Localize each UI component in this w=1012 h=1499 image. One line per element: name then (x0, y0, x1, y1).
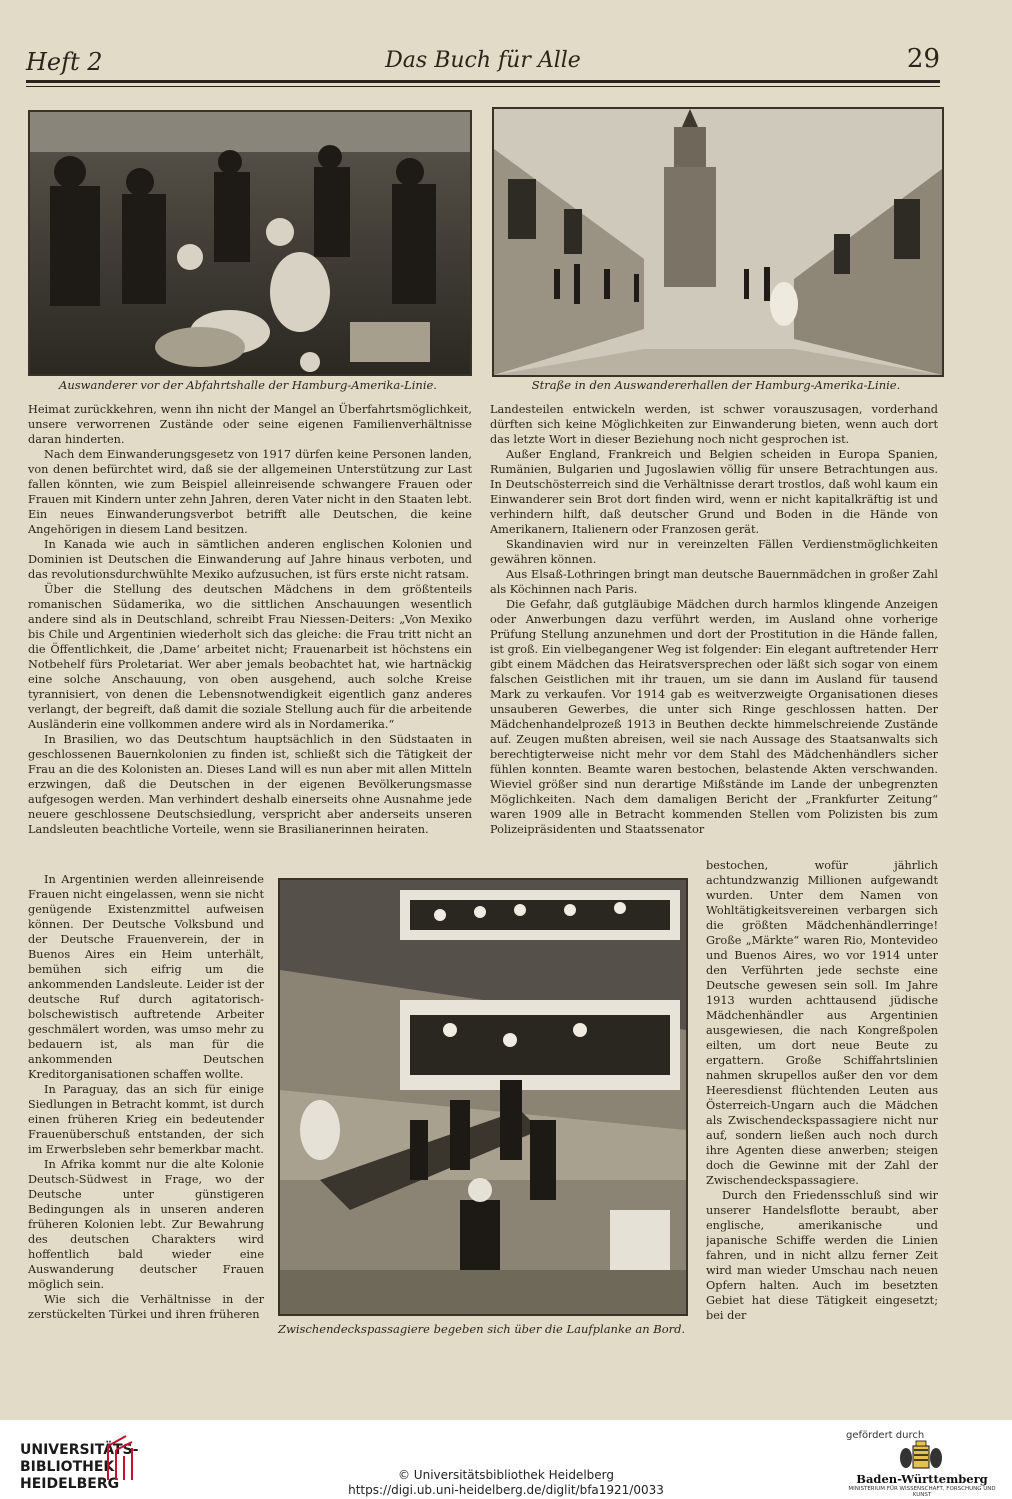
caption-street: Straße in den Auswandererhallen der Hamburg-Amerika-Linie. (531, 378, 901, 392)
logo-line: BIBLIOTHEK (20, 1459, 115, 1475)
ministry-name: MINISTERIUM FÜR WISSENSCHAFT, FORSCHUNG UND KUNST (848, 1486, 996, 1498)
paragraph: Über die Stellung des deutschen Mädchens in dem größtenteils romanischen Südamerika, wo die sittlichen Anschauungen wesentlich andere sind als in Deutschland, schreibt Frau Niessen-Deiters: „Von Mexiko bis Chile und Argentinien wiederholt sich das gleiche: die Frau tritt nicht an die Öffentlichkeit, die ‚Dame‘ arbeitet nicht; Frauenarbeit ist höchstens ein Notbehelf fürs Proletariat. Wer aber jemals beobachtet hat, wie hartnäckig eine solche Anschauung, von oben ausgehend, auch solche Kreise tyrannisiert, von denen die Lebensnotwendigkeit eigentlich ganz anderes verlangt, der begreift, daß damit die soziale Stellung auch für die arbeitende Ausländerin eine vollkommen andere wird als in Nordamerika.“ (28, 583, 472, 731)
state-name: Baden-Württemberg (856, 1472, 988, 1486)
funded-by-label: gefördert durch (846, 1430, 925, 1441)
copyright-notice: © Universitätsbibliothek Heidelberg (397, 1468, 614, 1482)
paragraph: Nach dem Einwanderungsgesetz von 1917 dürfen keine Personen landen, von denen befürchtet wird, daß sie der allgemeinen Unterstützung zur Last fallen könnten, wie zum Beispiel alleinreisende schwangere Frauen oder Frauen mit Kindern unter zehn Jahren, deren Vater nicht in den Staaten lebt. Ein neues Einwanderungsverbot betrifft alle Deutschen, die keine Angehörigen in diesem Land besitzen. (28, 448, 472, 536)
paragraph: In Afrika kommt nur die alte Kolonie Deutsch-Südwest in Frage, wo der Deutsche unter günstigeren Bedingungen als in unseren anderen früheren Kolonien lebt. Zur Bewahrung des deutschen Charakters wird hoffentlich bald wieder eine Auswanderung deutscher Frauen möglich sein. (28, 1158, 264, 1291)
photo-emigrants (28, 110, 472, 376)
photo-street (492, 107, 944, 377)
paragraph: Aus Elsaß-Lothringen bringt man deutsche Bauernmädchen in großer Zahl als Köchinnen nach Paris. (490, 568, 938, 596)
logo-line: HEIDELBERG (20, 1476, 120, 1492)
photo-boarding (278, 878, 688, 1316)
paragraph: In Paraguay, das an sich für einige Siedlungen in Betracht kommt, ist durch einen früheren Krieg ein bedeutender Frauenüberschuß entstanden, der sich im Erwerbsleben sehr bemerkbar macht. (28, 1083, 264, 1156)
paragraph: In Kanada wie auch in sämtlichen anderen englischen Kolonien und Dominien ist Deutschen die Einwanderung auf Jahre hinaus verboten, und das revolutionsdurchwühlte Mexiko aufzusuchen, ist fürs erste nicht ratsam. (28, 538, 472, 581)
issue-label: Heft 2 (26, 48, 103, 76)
paragraph: Landesteilen entwickeln werden, ist schwer vorauszusagen, vorderhand dürften sich keine Möglichkeiten zur Einwanderung bieten, wenn auch dort das letzte Wort in dieser Beziehung noch nicht gesprochen ist. (490, 403, 938, 446)
paragraph: In Brasilien, wo das Deutschtum hauptsächlich in den Südstaaten in geschlossenen Bauernkolonien zu finden ist, schließt sich die Tätigkeit der Frau an die des Kolonisten an. Dieses Land will es nun aber mit allen Mitteln erzwingen, daß die Deutschen in der eigenen Bevölkerungsmasse aufgesogen werden. Man verhindert deshalb einerseits ohne Ausnahme jede neuere geschlossene Deutschsiedlung, verspricht aber anderseits unseren Landsleuten beachtliche Vorteile, wenn sie Brasilianerinnen heiraten. (28, 733, 472, 836)
caption-emigrants: Auswanderer vor der Abfahrtshalle der Hamburg-Amerika-Linie. (59, 378, 437, 392)
viewer-footer (0, 1420, 1012, 1499)
coat-of-arms-icon (898, 1440, 944, 1472)
paragraph: Durch den Friedensschluß sind wir unserer Handelsflotte beraubt, aber englische, amerikanische und japanische Schiffe werden die Linien fahren, und in nicht allzu ferner Zeit wird man wieder Umschau nach neuen Opfern halten. Auch im besetzten Gebiet hat diese Tätigkeit eingesetzt; bei der (706, 1189, 938, 1322)
text-column-left-top (28, 402, 472, 872)
paragraph: Außer England, Frankreich und Belgien scheiden in Europa Spanien, Rumänien, Bulgarien und Jugoslawien völlig für unsere Betrachtungen aus. In Deutschösterreich sind die Verhältnisse derart trostlos, daß wohl kaum ein Einwanderer sein Brot dort finden wird, wenn er nicht kapitalkräftig ist und verhindern hilft, daß deutscher Grund und Boden in die Hände von Amerikanern, Italienern oder Franzosen gerät. (490, 448, 938, 536)
paragraph: In Argentinien werden alleinreisende Frauen nicht eingelassen, wenn sie nicht genügende Existenzmittel aufweisen können. Der Deutsche Volksbund und der Deutsche Frauenverein, der in Buenos Aires ein Heim unterhält, bemühen sich eifrig um die ankommenden Landsleute. Leider ist der deutsche Ruf durch agitatorisch-bolschewistisch auftretende Arbeiter geschmälert worden, was umso mehr zu bedauern ist, als man für die ankommenden Deutschen Kreditorganisationen schaffen wollte. (28, 873, 264, 1081)
text-column-right-top (490, 402, 938, 858)
page-header (26, 44, 940, 83)
magazine-title: Das Buch für Alle (385, 48, 581, 73)
paragraph: Heimat zurückkehren, wenn ihn nicht der Mangel an Überfahrtsmöglichkeit, unsere verworrenen Zustände oder seine eigenen Familienverhältnisse daran hinderten. (28, 403, 472, 446)
header-rule (26, 86, 940, 87)
paragraph: Die Gefahr, daß gutgläubige Mädchen durch harmlos klingende Anzeigen oder Anwerbungen dazu verführt werden, im Ausland ohne vorherige Prüfung Stellung anzunehmen und dort der Prostitution in die Hände fallen, ist groß. Ein vielbegangener Weg ist folgender: Ein elegant auftretender Herr gibt einem Mädchen das Heiratsversprechen oder läßt sich sogar von einem falschen Geistlichen mit ihr trauen, um sie dann im Ausland für tausend Mark zu verkaufen. Vor 1914 gab es weitverzweigte Organisationen dieses unsauberen Gewerbes, die unter sich Ringe geschlossen hatten. Der Mädchenhandelprozeß 1913 in Beuthen deckte himmelschreiende Zustände auf. Zeugen mußten abreisen, weil sie nach Aussage des Staatsanwalts sich berechtigterweise nicht mehr vor dem Stahl des Mädchenhändlers sicher fühlen konnten. Beamte waren bestochen, belastende Akten verschwanden. Wieviel größer sind nun derartige Mißstände im Lande der unbegrenzten Möglichkeiten. Nach dem damaligen Bericht der „Frankfurter Zeitung“ waren 1909 alle in Betracht kommenden Stellen vom Polizisten bis zum Polizeipräsidenten und Staatssenator (490, 598, 938, 836)
logo-line: UNIVERSITÄTS- (20, 1442, 139, 1458)
text-column-left-bottom (28, 872, 264, 1340)
paragraph: bestochen, wofür jährlich achtundzwanzig Millionen aufgewandt wurden. Unter dem Namen von Wohltätigkeitsvereinen verbargen sich die größten Mädchenhändlerringe! Große „Märkte“ waren Rio, Montevideo und Buenos Aires, wo vor 1914 unter den Verführten jede sechste eine Deutsche gewesen sein soll. Im Jahre 1913 wurden achttausend jüdische Mädchenhändler aus Argentinien ausgewiesen, die nach Kongreßpolen eilten, um dort neue Beute zu ergattern. Große Schiffahrtslinien nahmen skrupellos außer den vor dem Heeresdienst flüchtenden Leuten aus Österreich-Ungarn auch die Mädchen als Zwischendeckspassagiere nicht nur auf, sondern ließen auch noch durch ihre Agenten diese anwerben; steigen doch die Gewinne mit der Zahl der Zwischendeckspassagiere. (706, 859, 938, 1187)
paragraph: Skandinavien wird nur in vereinzelten Fällen Verdienstmöglichkeiten gewähren können. (490, 538, 938, 566)
caption-boarding: Zwischendeckspassagiere begeben sich über die Laufplanke an Bord. (278, 1322, 686, 1336)
permalink-url[interactable]: https://digi.ub.uni-heidelberg.de/diglit/bfa1921/0033 (348, 1483, 664, 1497)
text-column-right-bottom (706, 858, 938, 1340)
paragraph: Wie sich die Verhältnisse in der zerstückelten Türkei und ihren früheren (28, 1293, 264, 1321)
page-number: 29 (906, 44, 940, 74)
